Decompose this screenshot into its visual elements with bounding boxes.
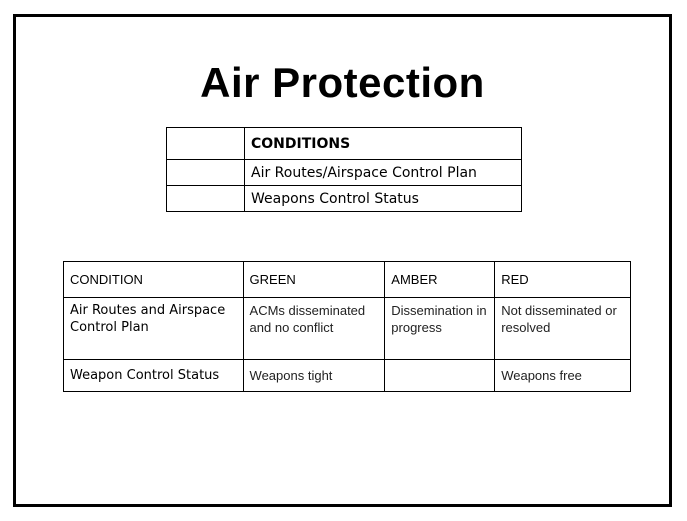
conditions-cell: Weapons Control Status	[245, 186, 522, 212]
conditions-header-row	[167, 128, 522, 160]
status-header-row	[64, 262, 631, 298]
green-cell: Weapons tight	[243, 360, 385, 392]
row-condition-cell: Weapon Control Status	[64, 360, 244, 392]
conditions-blank-cell	[167, 128, 245, 160]
column-header-amber: AMBER	[385, 262, 495, 298]
column-header-green: GREEN	[243, 262, 385, 298]
table-row	[64, 298, 631, 360]
red-cell: Not disseminated or resolved	[495, 298, 631, 360]
conditions-blank-cell	[167, 186, 245, 212]
amber-cell	[385, 360, 495, 392]
conditions-row	[167, 160, 522, 186]
table-row	[64, 360, 631, 392]
column-header-red: RED	[495, 262, 631, 298]
conditions-row	[167, 186, 522, 212]
slide-title: Air Protection	[200, 59, 485, 106]
conditions-cell: Air Routes/Airspace Control Plan	[245, 160, 522, 186]
status-table	[63, 261, 631, 392]
amber-cell: Dissemination in progress	[385, 298, 495, 360]
column-header-condition: CONDITION	[64, 262, 244, 298]
conditions-header-cell: CONDITIONS	[245, 128, 522, 160]
slide-frame	[13, 14, 672, 507]
green-cell: ACMs disseminated and no conflict	[243, 298, 385, 360]
row-condition-cell: Air Routes and Airspace Control Plan	[64, 298, 244, 360]
red-cell: Weapons free	[495, 360, 631, 392]
conditions-table	[166, 127, 522, 212]
conditions-blank-cell	[167, 160, 245, 186]
